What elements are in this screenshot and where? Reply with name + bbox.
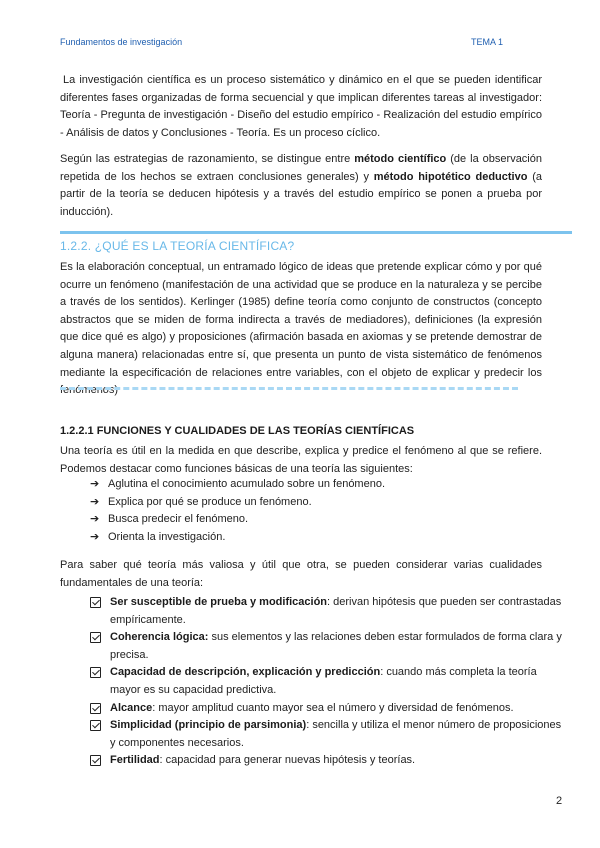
quality-term: Capacidad de descripción, explicación y predicción bbox=[110, 666, 381, 679]
quality-desc: : capacidad para generar nuevas hipótesis y teorías. bbox=[159, 754, 416, 767]
checkbox-checked-icon bbox=[90, 720, 101, 731]
list-item bbox=[90, 511, 385, 529]
subsection-dashed-divider bbox=[60, 387, 518, 390]
function-text: Busca predecir el fenómeno. bbox=[108, 513, 249, 526]
functions-list bbox=[90, 476, 385, 546]
arrow-icon: ➔ bbox=[90, 495, 100, 508]
list-item bbox=[90, 494, 385, 512]
quality-desc: : derivan hipótesis que pueden ser contrastadas empíricamente. bbox=[110, 596, 562, 626]
list-item bbox=[90, 664, 565, 699]
function-text: Orienta la investigación. bbox=[108, 530, 226, 543]
arrow-icon: ➔ bbox=[90, 530, 100, 543]
checkbox-checked-icon bbox=[90, 703, 101, 714]
quality-desc: : sencilla y utiliza el menor número de proposiciones y componentes necesarios. bbox=[110, 719, 562, 749]
header-chapter-label: TEMA 1 bbox=[471, 37, 504, 47]
list-item bbox=[90, 752, 565, 770]
function-text: Aglutina el conocimiento acumulado sobre un fenómeno. bbox=[108, 478, 386, 490]
list-item bbox=[90, 717, 565, 752]
qualities-list bbox=[90, 594, 565, 770]
quality-term: Alcance bbox=[110, 701, 153, 714]
list-item bbox=[90, 529, 385, 547]
reasoning-paragraph bbox=[60, 151, 542, 221]
list-item bbox=[90, 700, 565, 718]
section-divider bbox=[60, 231, 572, 234]
page-number: 2 bbox=[556, 795, 563, 807]
section-body: Es la elaboración conceptual, un entramado lógico de ideas que pretende explicar cómo y por qué ocurre un fenómeno (manifestación de una actividad que se produce en la naturaleza y se percibe a través de los sentidos). Kerlinger (1985) define teoría como conjunto de constructos (concepto abstractos que se miden de forma indirecta a través de mediadores), definiciones (la expresión que dice qué es algo) y proposiciones (afirmación basada en axiomas y se pretende demostrar de alguna manera) relacionadas entre sí, que presenta un punto de vista sistemático de fenómenos mediante la especificación de relaciones entre variables, con el objeto de explicar y predecir los fenómenos) bbox=[60, 261, 542, 397]
reasoning-text-1: Según las estrategias de razonamiento, se distingue entre bbox=[60, 153, 355, 165]
quality-term: Ser susceptible de prueba y modificación bbox=[110, 596, 328, 608]
functions-intro: Una teoría es útil en la medida en que describe, explica y predice el fenómeno al que se refiere. Podemos destacar como funciones básicas de una teoría las siguientes: bbox=[60, 445, 542, 475]
term-hypothetico-deductive: método hipotético deductivo bbox=[373, 170, 528, 183]
intro-paragraph: La investigación científica es un proceso sistemático y dinámico en el que se pueden identificar diferentes fases organizadas de forma secuencial y que implican diferentes tareas al investigador: Teoría - Pregunta de investigación - Diseño del estudio empírico - Realización del estudio empírico - Análisis de datos y Conclusiones - Teoría. Es un proceso cíclico. bbox=[60, 74, 542, 139]
checkbox-checked-icon bbox=[90, 632, 101, 643]
qualities-intro: Para saber qué teoría más valiosa y útil que otra, se pueden considerar varias cualidades fundamentales de una teoría: bbox=[60, 559, 542, 589]
reasoning-text-2: (de la observación repetida de los hechos se extraen conclusiones generales) y bbox=[60, 153, 542, 183]
term-scientific-method: método científico bbox=[354, 153, 447, 165]
section-heading: 1.2.2. ¿QUÉ ES LA TEORÍA CIENTÍFICA? bbox=[60, 239, 295, 253]
checkbox-checked-icon bbox=[90, 667, 101, 678]
quality-desc: sus elementos y las relaciones deben estar formulados de forma clara y precisa. bbox=[110, 631, 562, 661]
function-text: Explica por qué se produce un fenómeno. bbox=[108, 495, 312, 508]
checkbox-checked-icon bbox=[90, 755, 101, 766]
list-item bbox=[90, 594, 565, 629]
arrow-icon: ➔ bbox=[90, 478, 100, 490]
reasoning-text-3: (a partir de la teoría se deducen hipótesis y a través del estudio empírico se ponen a prueba por inducción). bbox=[60, 170, 542, 218]
list-item bbox=[90, 476, 385, 494]
arrow-icon: ➔ bbox=[90, 513, 100, 526]
header-document-title: Fundamentos de investigación bbox=[60, 37, 183, 47]
quality-term: Simplicidad (principio de parsimonia) bbox=[110, 719, 307, 732]
list-item bbox=[90, 629, 565, 664]
subsection-heading: 1.2.2.1 FUNCIONES Y CUALIDADES DE LAS TEORÍAS CIENTÍFICAS bbox=[60, 425, 415, 437]
quality-term: Fertilidad bbox=[110, 754, 160, 767]
checkbox-checked-icon bbox=[90, 597, 101, 608]
quality-desc: : cuando más completa la teoría mayor es su capacidad predictiva. bbox=[110, 666, 537, 696]
quality-term: Coherencia lógica: bbox=[110, 631, 209, 644]
quality-desc: : mayor amplitud cuanto mayor sea el número y diversidad de fenómenos. bbox=[152, 701, 514, 714]
